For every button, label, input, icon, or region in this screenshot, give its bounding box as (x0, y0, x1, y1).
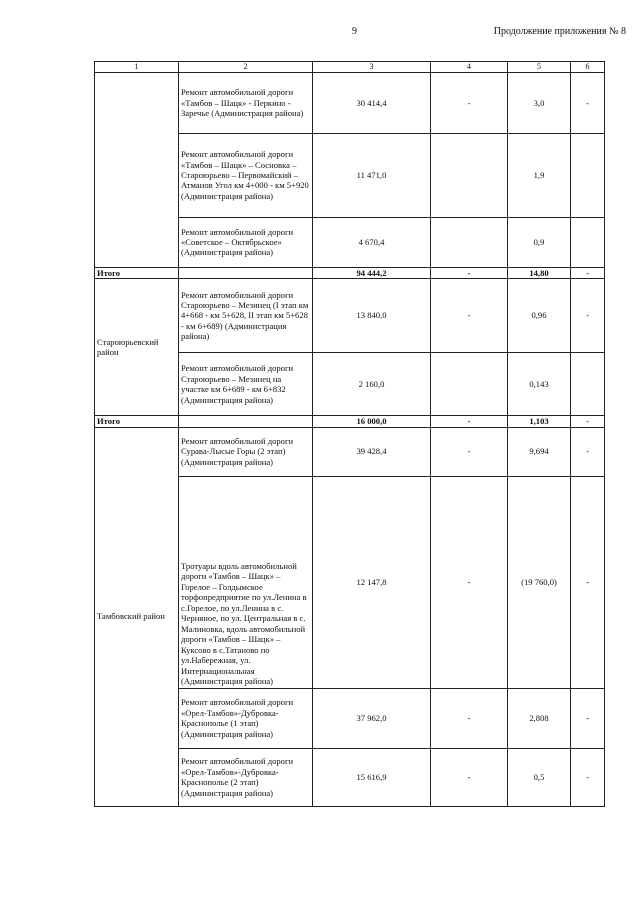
length-cell: 2,808 (508, 688, 571, 748)
table-row (95, 279, 605, 353)
district-cell (95, 72, 179, 267)
value-cell (571, 217, 605, 267)
value-cell: - (431, 267, 508, 278)
value-cell: - (571, 688, 605, 748)
length-cell: 3,0 (508, 72, 571, 133)
work-description: Ремонт автомобильной дороги «Орел-Тамбов»-Дубровка-Краснополье (2 этап) (Администрация района) (179, 748, 313, 806)
total-row (95, 267, 605, 278)
value-cell: - (571, 267, 605, 278)
work-description: Ремонт автомобильной дороги «Тамбов – Шацк» - Перкино - Заречье (Администрация района) (179, 72, 313, 133)
value-cell (571, 133, 605, 217)
amount-cell: 13 840,0 (313, 279, 431, 353)
total-amount: 94 444,2 (313, 267, 431, 278)
value-cell: - (431, 416, 508, 427)
value-cell: - (431, 279, 508, 353)
amount-cell: 37 962,0 (313, 688, 431, 748)
column-header: 2 (179, 62, 313, 73)
column-header: 1 (95, 62, 179, 73)
total-label: Итого (95, 416, 179, 427)
length-cell: 1,9 (508, 133, 571, 217)
work-description (179, 267, 313, 278)
value-cell (431, 217, 508, 267)
column-header: 6 (571, 62, 605, 73)
total-length: 1,103 (508, 416, 571, 427)
work-description: Ремонт автомобильной дороги «Тамбов – Шацк» – Сосновка – Староюрьево – Первомайский – Атманов Угол км 4+000 - км 5+920 (Администрация района) (179, 133, 313, 217)
page-number: 9 (352, 26, 357, 37)
total-length: 14,80 (508, 267, 571, 278)
amount-cell: 39 428,4 (313, 427, 431, 476)
length-cell: 0,9 (508, 217, 571, 267)
length-cell: 9,694 (508, 427, 571, 476)
table-row (95, 427, 605, 476)
value-cell: - (571, 476, 605, 688)
work-description: Ремонт автомобильной дороги Староюрьево – Мезинец (I этап км 4+668 - км 5+628, II этап км 5+628 - км 6+689) (Администрация района) (179, 279, 313, 353)
total-label: Итого (95, 267, 179, 278)
work-description: Ремонт автомобильной дороги «Советское – Октябрьское» (Администрация района) (179, 217, 313, 267)
length-cell: 0,96 (508, 279, 571, 353)
value-cell (571, 353, 605, 416)
value-cell: - (431, 476, 508, 688)
work-description: Ремонт автомобильной дороги Староюрьево – Мезинец на участке км 6+689 - км 6+832 (Администрация района) (179, 353, 313, 416)
length-cell: (19 760,0) (508, 476, 571, 688)
value-cell: - (571, 427, 605, 476)
amount-cell: 30 414,4 (313, 72, 431, 133)
value-cell: - (431, 688, 508, 748)
work-description: Ремонт автомобильной дороги Сурава-Лысые Горы (2 этап) (Администрация района) (179, 427, 313, 476)
value-cell: - (431, 72, 508, 133)
value-cell: - (571, 72, 605, 133)
value-cell: - (571, 748, 605, 806)
work-description (179, 416, 313, 427)
district-cell: Староюрьевский район (95, 279, 179, 416)
length-cell: 0,143 (508, 353, 571, 416)
column-header: 3 (313, 62, 431, 73)
column-header: 4 (431, 62, 508, 73)
appendix-continuation-note: Продолжение приложения № 8 (493, 26, 626, 37)
value-cell: - (431, 427, 508, 476)
amount-cell: 11 471,0 (313, 133, 431, 217)
work-description: Ремонт автомобильной дороги «Орел-Тамбов»-Дубровка-Краснополье (1 этап) (Администрация района) (179, 688, 313, 748)
value-cell (431, 133, 508, 217)
work-description: Тротуары вдоль автомобильной дороги «Тамбов – Шацк» – Горелое – Голдымское торфопредприятие по ул.Ленина в с.Горелое, по ул.Ленина в с. Черняное, по ул. Центральная в с. Малиновка, вдоль автомобильной дороги «Тамбов – Шацк» – Куксово в с.Татаново по ул.Набережная, ул. Интернациональная (Администрация района) (179, 476, 313, 688)
column-header: 5 (508, 62, 571, 73)
length-cell: 0,5 (508, 748, 571, 806)
amount-cell: 12 147,8 (313, 476, 431, 688)
amount-cell: 2 160,0 (313, 353, 431, 416)
total-row (95, 416, 605, 427)
value-cell: - (431, 748, 508, 806)
amount-cell: 15 616,9 (313, 748, 431, 806)
value-cell: - (571, 279, 605, 353)
value-cell (431, 353, 508, 416)
amount-cell: 4 670,4 (313, 217, 431, 267)
district-cell: Тамбовский район (95, 427, 179, 806)
value-cell: - (571, 416, 605, 427)
data-table (94, 61, 605, 807)
table-row (95, 72, 605, 133)
table-header-row (95, 62, 605, 73)
total-amount: 16 000,0 (313, 416, 431, 427)
